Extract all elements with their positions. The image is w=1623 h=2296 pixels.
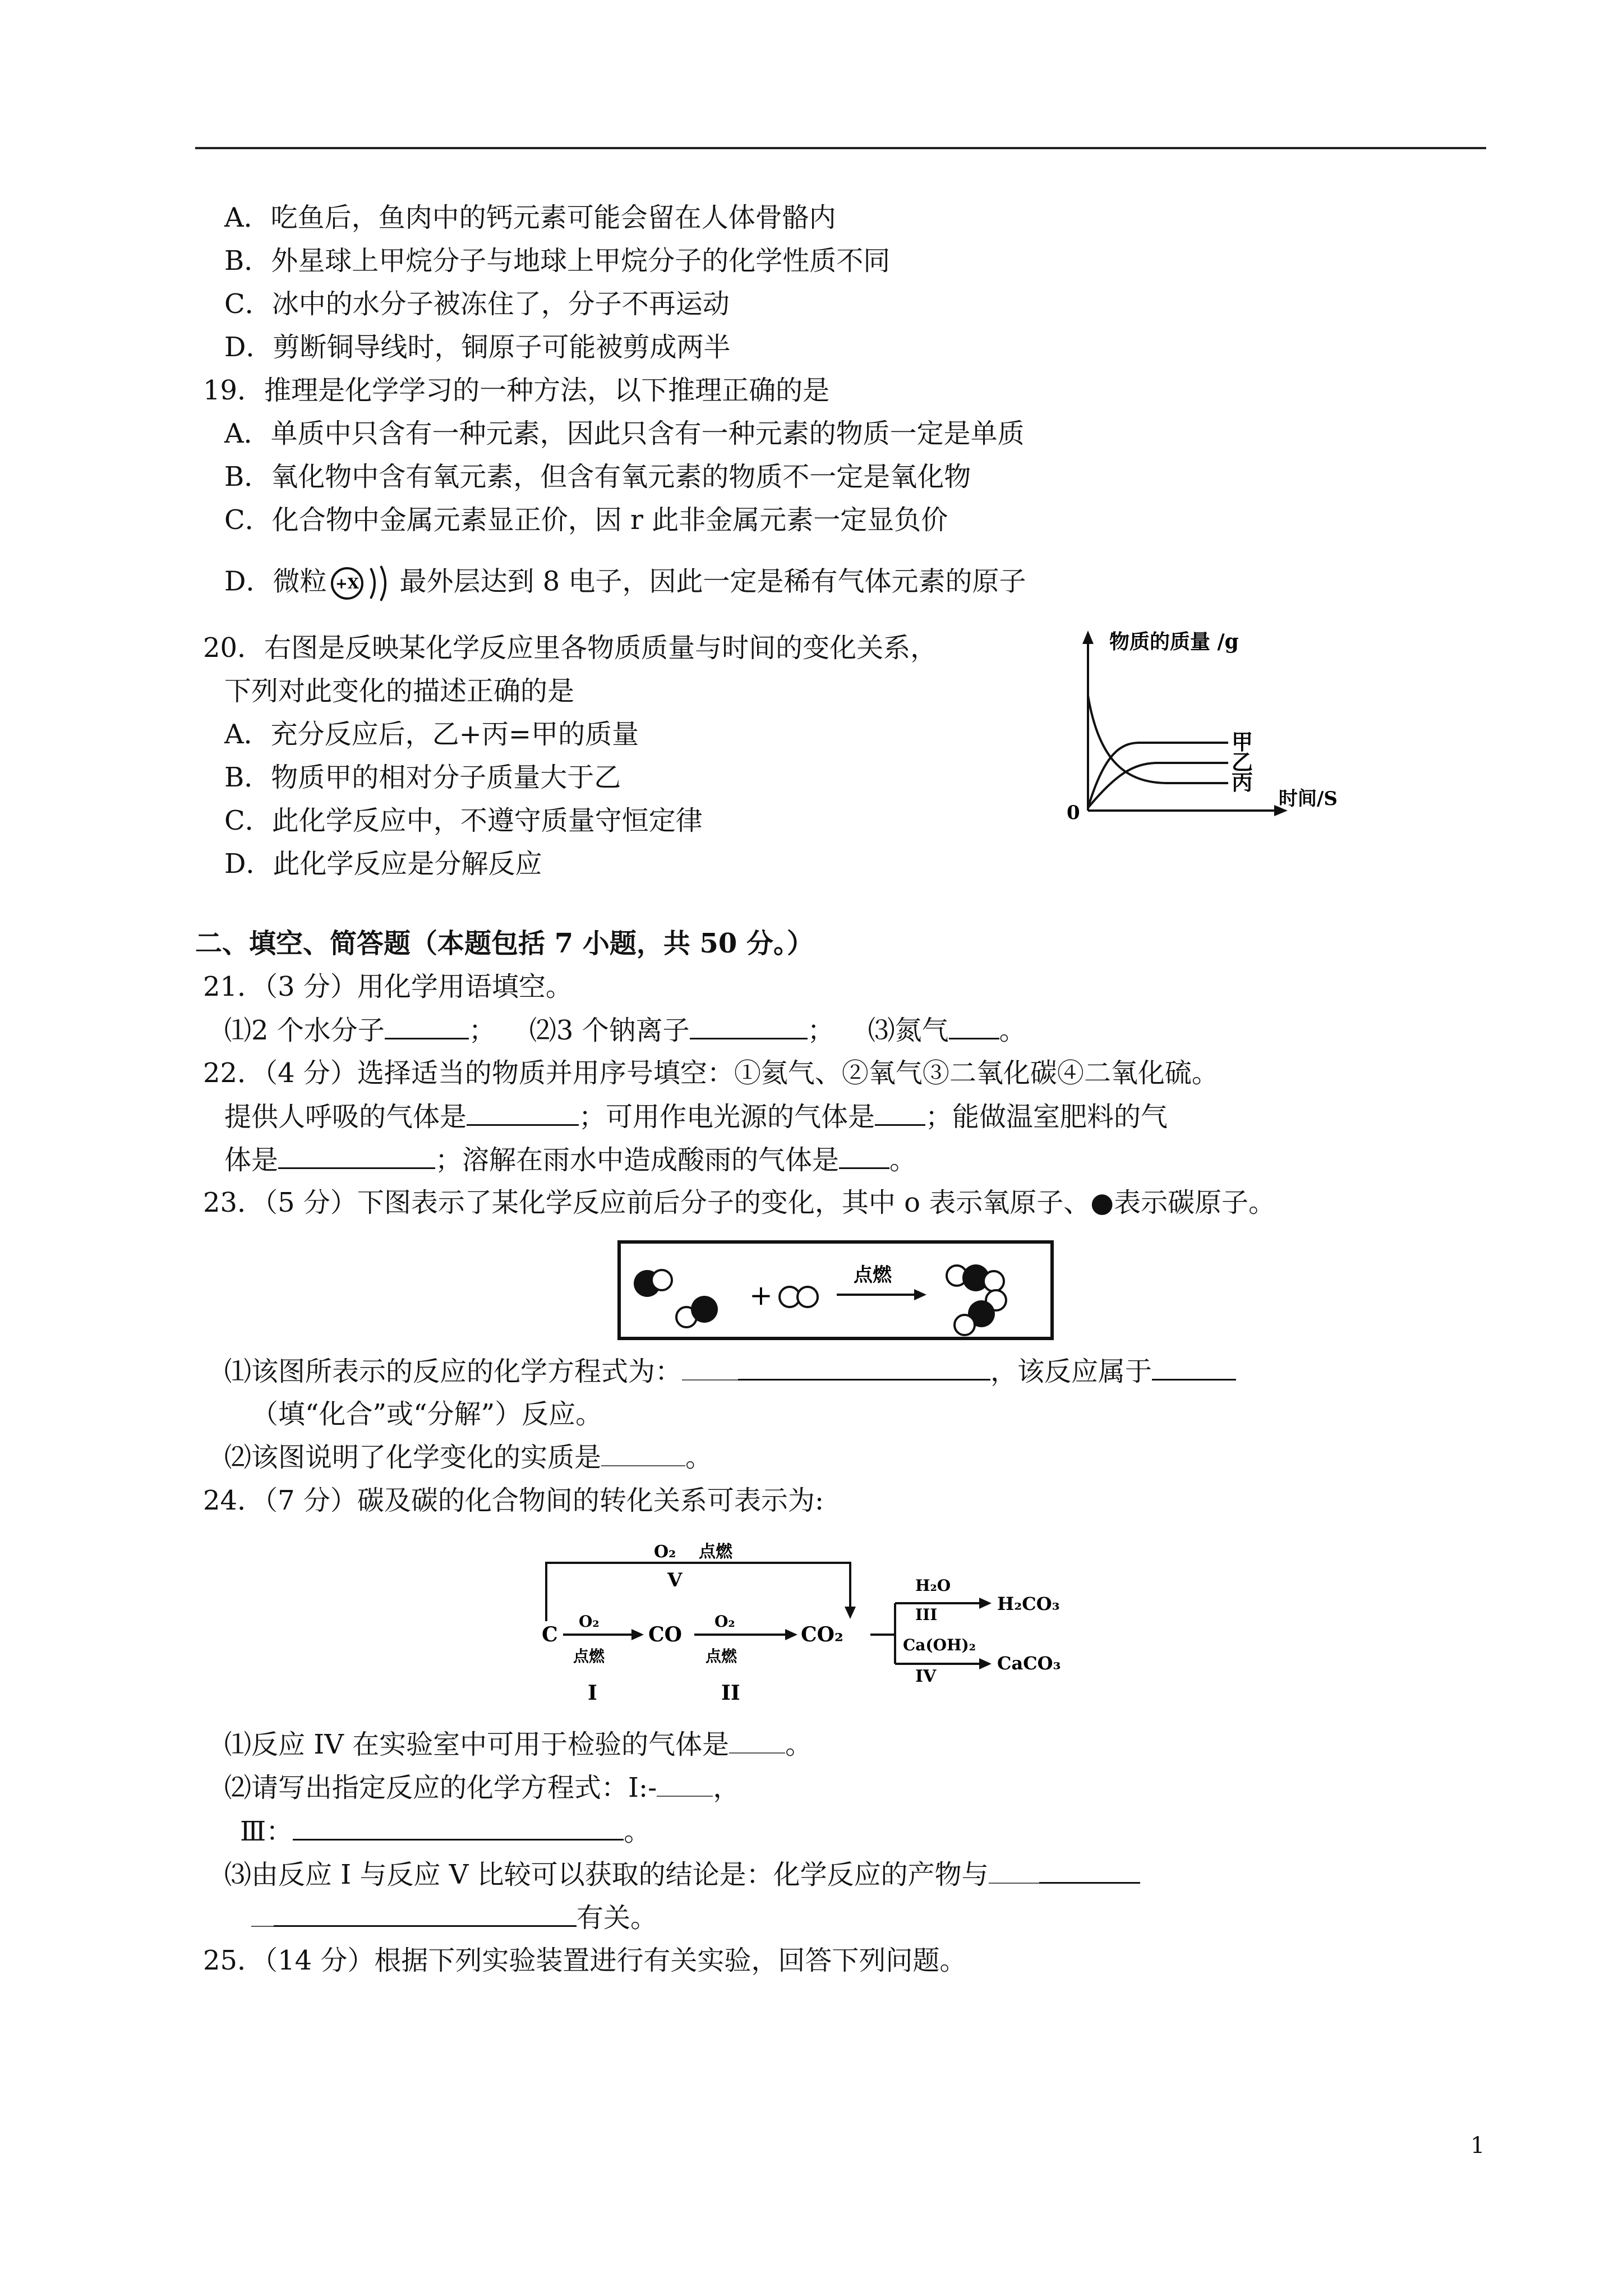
q22-blank-4[interactable] (839, 1143, 889, 1169)
q19-d-post: 最外层达到 8 电子，因此一定是稀有气体元素的原子 (399, 565, 1026, 597)
header-rule (195, 147, 1486, 149)
label-jia: 甲 (1232, 729, 1253, 754)
q22-blank-1[interactable] (467, 1099, 579, 1126)
q18-option-a: A．吃鱼后，鱼肉中的钙元素可能会留在人体骨骼内 (224, 202, 836, 233)
q24-sub2-iii-label: Ⅲ： (240, 1816, 293, 1847)
r5-ignite: 点燃 (699, 1542, 732, 1562)
q19-option-c: C．化合物中金属元素显正价，因 r 此非金属元素一定显负价 (224, 504, 948, 536)
node-co: CO (648, 1623, 683, 1646)
r5-label: V (667, 1569, 683, 1591)
r1-o2: O₂ (579, 1612, 600, 1631)
carbon-conversion-diagram (516, 1531, 1166, 1717)
r2-ignite: 点燃 (706, 1647, 737, 1665)
oxygen-atom (652, 1270, 672, 1290)
q21-end: 。 (999, 1015, 1026, 1046)
node-h2co3: H₂CO₃ (997, 1593, 1060, 1614)
r5-o2: O₂ (654, 1542, 676, 1562)
q20-stem-line2: 下列对此变化的描述正确的是 (224, 675, 575, 707)
q22-end: 。 (889, 1144, 917, 1176)
r4-caoh2: Ca(OH)₂ (903, 1636, 976, 1654)
q22-blank-3[interactable] (278, 1143, 435, 1169)
q18-option-d: D．剪断铜导线时，铜原子可能被剪成两半 (224, 332, 731, 363)
curve-bing (1088, 696, 1228, 783)
q20-option-d: D．此化学反应是分解反应 (224, 848, 542, 880)
q23-sub2-end: 。 (685, 1442, 713, 1473)
q23-sub2-text: ⑵该图说明了化学变化的实质是 (224, 1442, 602, 1473)
curve-jia (1088, 743, 1228, 808)
q25-stem: 25．（14 分）根据下列实验装置进行有关实验，回答下列问题。 (203, 1945, 967, 1976)
r4-label: IV (915, 1667, 937, 1686)
q21-p3: ⑶氮气 (868, 1015, 949, 1046)
r1-label: I (588, 1681, 597, 1705)
node-caco3: CaCO₃ (997, 1653, 1061, 1674)
atom-nucleus-label: +X (335, 576, 359, 592)
q24-stem: 24．（7 分）碳及碳的化合物间的转化关系可表示为: (203, 1485, 824, 1516)
q21-sep2: ； (807, 1015, 834, 1046)
node-co2: CO₂ (801, 1623, 843, 1646)
q24-sub2-iii-end: 。 (624, 1816, 651, 1847)
q24-sub1 (224, 1728, 812, 1761)
atom-structure-icon (327, 564, 400, 603)
q24-blank-4a[interactable] (989, 1858, 1039, 1884)
q18-option-b: B．外星球上甲烷分子与地球上甲烷分子的化学性质不同 (224, 245, 891, 277)
q22-text-acid-rain: ；溶解在雨水中造成酸雨的气体是 (435, 1144, 840, 1176)
q23-blank-2[interactable] (1152, 1354, 1236, 1381)
oxygen-atom (797, 1287, 818, 1307)
q24-blank-5b[interactable] (274, 1901, 577, 1927)
q22-line3 (224, 1143, 916, 1177)
q19-stem: 19．推理是化学学习的一种方法，以下推理正确的是 (203, 375, 830, 406)
q23-sub1 (224, 1354, 1236, 1388)
q22-blank-2[interactable] (875, 1099, 925, 1126)
q23-molecule-diagram (617, 1240, 1054, 1341)
q23-sub1-text: ⑴该图所表示的反应的化学方程式为： (224, 1356, 683, 1387)
q22-stem: 22．（4 分）选择适当的物质并用序号填空：①氦气、②氧气③二氧化碳④二氧化硫。 (203, 1057, 1219, 1089)
q21-blank-2[interactable] (690, 1013, 808, 1039)
q23-blank-1a[interactable] (682, 1355, 738, 1381)
q21-blank-1[interactable] (385, 1013, 469, 1039)
q22-text-greenhouse: ；能做温室肥料的气 (925, 1101, 1168, 1133)
q24-blank-4b[interactable] (1039, 1857, 1140, 1884)
q24-blank-1[interactable] (729, 1728, 785, 1754)
q21-p1: ⑴2 个水分子 (224, 1015, 385, 1046)
mass-time-graph (1054, 623, 1368, 825)
q24-sub3-text: ⑶由反应 I 与反应 V 比较可以获取的结论是：化学反应的产物与 (224, 1859, 989, 1890)
q24-sub2-text: ⑵请写出指定反应的化学方程式：I:- (224, 1772, 657, 1803)
q21-stem: 21．（3 分）用化学用语填空。 (203, 971, 573, 1002)
carbon-atom (691, 1296, 718, 1323)
q24-sub2-sep: ， (713, 1772, 740, 1803)
q20-option-c: C．此化学反应中，不遵守质量守恒定律 (224, 805, 703, 836)
q22-text-breathe: 提供人呼吸的气体是 (224, 1101, 467, 1133)
q24-sub1-text: ⑴反应 IV 在实验室中可用于检验的气体是 (224, 1729, 730, 1760)
curve-yi (1088, 763, 1228, 808)
q22-text-gas: 体是 (224, 1144, 279, 1176)
q24-sub2 (224, 1771, 740, 1805)
q24-blank-3[interactable] (293, 1814, 624, 1841)
r2-o2: O₂ (714, 1612, 735, 1631)
q24-blank-2[interactable] (657, 1771, 713, 1797)
q23-blank-1b[interactable] (738, 1354, 990, 1381)
q21-p2: ⑵3 个钠离子 (529, 1015, 690, 1046)
q19-option-b: B．氧化物中含有氧元素，但含有氧元素的物质不一定是氧化物 (224, 461, 971, 493)
graph-ylabel: 物质的质量 /g (1109, 630, 1239, 654)
q23-sub2 (224, 1441, 712, 1474)
section2-title: 二、填空、简答题（本题包括 7 小题，共 50 分。） (195, 928, 814, 959)
q22-line2 (224, 1099, 1168, 1134)
q20-option-b: B．物质甲的相对分子质量大于乙 (224, 762, 621, 793)
r2-label: II (721, 1681, 740, 1705)
q24-sub1-end: 。 (785, 1729, 813, 1760)
r3-label: III (915, 1605, 938, 1624)
q22-text-light: ；可用作电光源的气体是 (579, 1101, 875, 1133)
condition-ignite: 点燃 (854, 1264, 892, 1286)
label-bing: 丙 (1232, 770, 1253, 795)
q18-option-c: C．冰中的水分子被冻住了，分子不再运动 (224, 288, 730, 320)
q19-option-a: A．单质中只含有一种元素，因此只含有一种元素的物质一定是单质 (224, 418, 1025, 449)
r3-h2o: H₂O (915, 1576, 951, 1595)
q24-blank-5a[interactable] (251, 1901, 274, 1927)
graph-xlabel: 时间/S (1279, 788, 1338, 810)
q24-sub2-iii (240, 1814, 651, 1848)
label-yi: 乙 (1232, 749, 1253, 775)
node-c: C (542, 1623, 558, 1646)
q23-sub1-type: ，该反应属于 (990, 1356, 1152, 1387)
q19-option-d (224, 564, 1026, 603)
q19-d-pre: D．微粒 (224, 565, 327, 597)
oxygen-atom (984, 1271, 1004, 1291)
r1-ignite: 点燃 (573, 1647, 605, 1665)
q24-sub3 (224, 1857, 1140, 1892)
q23-sub1-note: （填“化合”或“分解”）反应。 (251, 1398, 603, 1430)
q21-parts (224, 1013, 1026, 1047)
q20-option-a: A．充分反应后，乙+丙=甲的质量 (224, 719, 639, 750)
plus-sign: + (749, 1279, 773, 1312)
q23-stem: 23．（5 分）下图表示了某化学反应前后分子的变化，其中 o 表示氧原子、●表示碳原子。 (203, 1187, 1276, 1218)
graph-origin: 0 (1067, 802, 1080, 824)
q21-sep1: ； (468, 1015, 496, 1046)
oxygen-atom (955, 1315, 975, 1335)
q24-sub3-end: 有关。 (577, 1902, 658, 1934)
q23-blank-3[interactable] (601, 1441, 685, 1466)
q20-stem-line1: 20．右图是反映某化学反应里各物质质量与时间的变化关系， (203, 632, 938, 664)
page-number: 1 (1470, 2133, 1485, 2159)
q21-blank-3[interactable] (949, 1013, 999, 1039)
q24-sub3-cont (251, 1901, 657, 1935)
